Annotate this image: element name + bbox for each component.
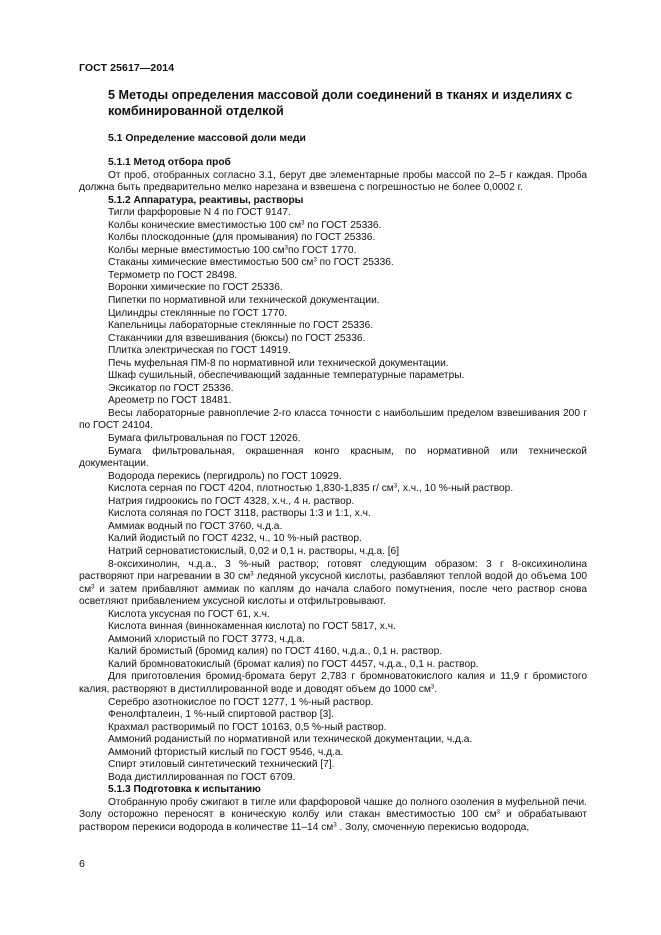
list-item: Бумага фильтровальная по ГОСТ 12026. xyxy=(108,433,301,445)
document-header: ГОСТ 25617—2014 xyxy=(79,62,175,74)
document-body xyxy=(79,157,587,835)
list-item: Шкаф сушильный, обеспечивающий заданные температурные параметры. xyxy=(108,370,465,382)
list-item: Колбы мерные вместимостью 100 $см^3по$ ГОСТ 1770. xyxy=(108,244,357,256)
list-item: Кислота уксусная по ГОСТ 61, х.ч. xyxy=(108,608,270,620)
list-item: Стаканчики для взвешивания (бюксы) по ГОСТ 25336. xyxy=(108,332,366,344)
list-item: Калий бромноватокислый (бромат калия) по ГОСТ 4457, ч.д.а., 0,1 н. раствор. xyxy=(108,658,479,670)
list-item: Ареометр по ГОСТ 18481. xyxy=(108,395,232,407)
list-item: Кислота соляная по ГОСТ 3118, растворы 1:3 и 1:1, х.ч. xyxy=(108,508,371,520)
list-item: Эксикатор по ГОСТ 25336. xyxy=(108,382,234,394)
list-item: Воронки химические по ГОСТ 25336. xyxy=(108,282,283,294)
list-item: Колбы плоскодонные (для промывания) по ГОСТ 25336. xyxy=(108,232,376,244)
list-item: Пипетки по нормативной или технической документации. xyxy=(108,295,380,307)
list-item: Колбы конические вместимостью 100 $см^3$ по ГОСТ 25336. xyxy=(108,219,382,231)
paragraph-preparation: Отобранную пробу сжигают в тигле или фарфоровой чашке до полного озоления в муфельной печи. Золу осторожно переносят в коническую колбу или стакан вместимостью 100 $см^3$ и обрабатывают раствором перекиси водорода в количестве 11–14 $см^3$ . Золу, смоченную перекисью водорода, xyxy=(79,796,588,833)
list-item: Аммиак водный по ГОСТ 3760, ч.д.а. xyxy=(108,520,283,532)
heading-5-1-1: 5.1.1 Метод отбора проб xyxy=(108,157,231,168)
section-title: 5 Методы определения массовой доли соединений в тканях и изделиях с комбинированной отделкой xyxy=(108,88,573,118)
page-number: 6 xyxy=(79,858,85,870)
list-item: Тигли фарфоровые N 4 по ГОСТ 9147. xyxy=(108,207,291,219)
list-item: Калий йодистый по ГОСТ 4232, ч., 10 %-ный раствор. xyxy=(108,533,362,545)
list-item: Для приготовления бромид-бромата берут 2,783 г бромноватокислого калия и 11,9 г бромистого калия, растворяют в дистиллированной воде и доводят объем до 1000 $см^3$. xyxy=(79,671,587,695)
list-item: Аммоний фтористый кислый по ГОСТ 9546, ч.д.а. xyxy=(108,746,344,758)
list-item: Термометр по ГОСТ 28498. xyxy=(108,269,238,281)
list-item: Крахмал растворимый по ГОСТ 10163, 0,5 %-ный раствор. xyxy=(108,721,387,733)
list-item: Серебро азотнокислое по ГОСТ 1277, 1 %-ный раствор. xyxy=(108,696,374,708)
list-item: Водорода перекись (пергидроль) по ГОСТ 10929. xyxy=(108,470,342,482)
list-item: 8-оксихинолин, ч.д.а., 3 %-ный раствор; готовят следующим образом: 3 г 8-оксихинолина растворяют при нагревании в 30 $см^3$ ледяной уксусной кислоты, разбавляют теплой водой до объема 100 $см^3$ и затем прибавляют аммиак по каплям до начала слабого помутнения, после чего раствор снова осветляют прибавлением уксусной кислоты и отфильтровывают. xyxy=(79,558,587,608)
subsection-title: 5.1 Определение массовой доли меди xyxy=(108,133,306,144)
list-item: Кислота винная (виннокаменная кислота) по ГОСТ 5817, х.ч. xyxy=(108,621,396,633)
list-item: Цилиндры стеклянные по ГОСТ 1770. xyxy=(108,307,288,319)
paragraph-sampling: От проб, отобранных согласно 3.1, берут две элементарные пробы массой по 2–5 г каждая. Проба должна быть предварительно мелко нарезана и взвешена с погрешностью не более 0,0002 г. xyxy=(79,169,587,194)
list-item: Спирт этиловый синтетический технический [7]. xyxy=(108,759,335,771)
list-item: Весы лабораторные равноплечие 2-го класса точности с наибольшим пределом взвешивания 200 г по ГОСТ 24104. xyxy=(79,407,587,432)
list-item: Калий бромистый (бромид калия) по ГОСТ 4160, ч.д.а., 0,1 н. раствор. xyxy=(108,646,443,658)
list-item: Капельницы лабораторные стеклянные по ГОСТ 25336. xyxy=(108,320,374,332)
list-item: Стаканы химические вместимостью 500 $см^3$ по ГОСТ 25336. xyxy=(108,257,394,269)
heading-5-1-3: 5.1.3 Подготовка к испытанию xyxy=(108,784,261,796)
list-item: Натрия гидроокись по ГОСТ 4328, х.ч., 4 н. раствор. xyxy=(108,495,355,507)
list-item: Вода дистиллированная по ГОСТ 6709. xyxy=(108,771,296,783)
list-item: Плитка электрическая по ГОСТ 14919. xyxy=(108,345,291,357)
heading-5-1-2: 5.1.2 Аппаратура, реактивы, растворы xyxy=(108,194,304,206)
list-item: Бумага фильтровальная, окрашенная конго красным, по нормативной или технической документации. xyxy=(79,445,587,470)
list-item: Фенолфталеин, 1 %-ный спиртовой раствор [3]. xyxy=(108,709,334,721)
list-item: Кислота серная по ГОСТ 4204, плотностью 1,830-1,835 г/ $см^3$, х.ч., 10 %-ный раствор. xyxy=(108,483,514,495)
list-item: Печь муфельная ПМ-8 по нормативной или технической документации. xyxy=(108,357,449,369)
list-item: Аммоний хлористый по ГОСТ 3773, ч.д.а. xyxy=(108,633,305,645)
list-item: Аммоний роданистый по нормативной или технической документации, ч.д.а. xyxy=(108,734,473,746)
list-item: Натрий серноватистокислый, 0,02 и 0,1 н. растворы, ч.д.а. [6] xyxy=(108,545,400,557)
